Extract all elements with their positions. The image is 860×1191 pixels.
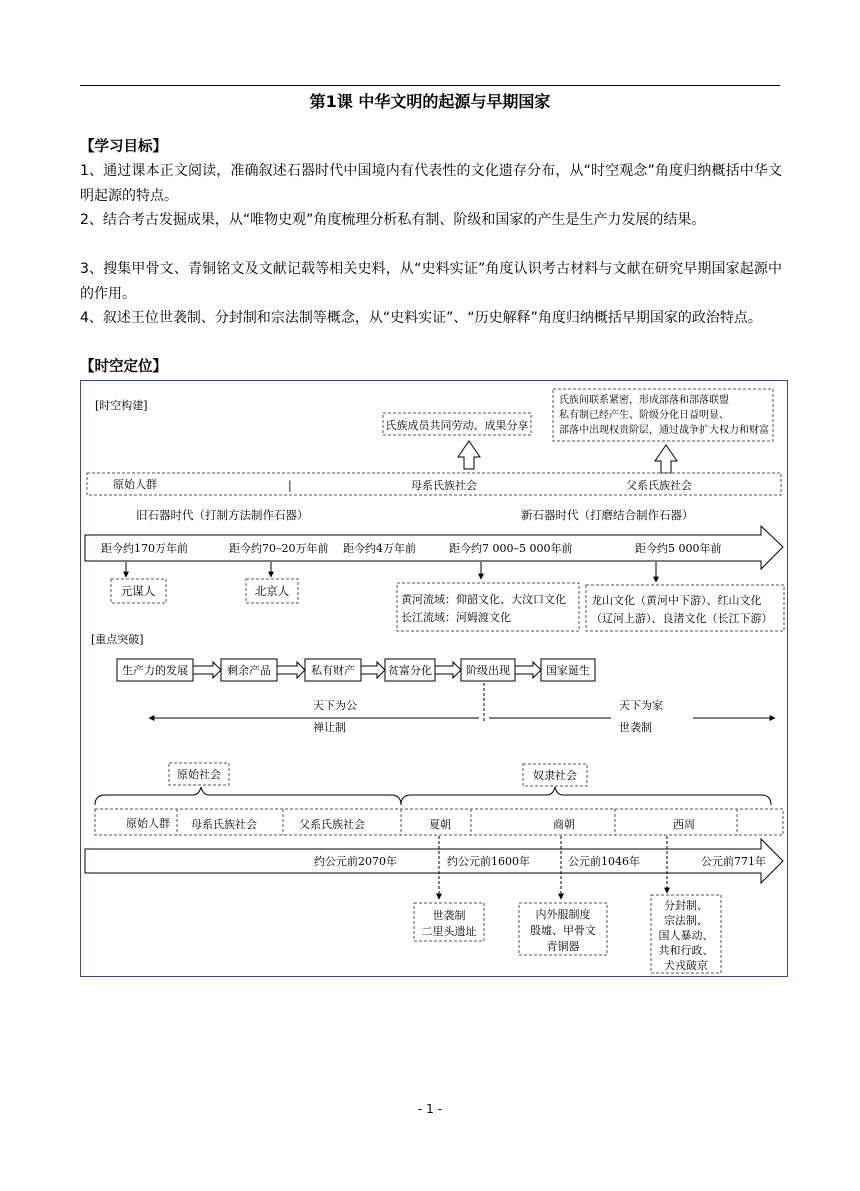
era-public-2: 禅让制 (313, 721, 346, 734)
neolithic-label: 新石器时代（打磨结合制作石器） (521, 508, 694, 522)
band2-zhou: 西周 (673, 818, 695, 831)
zhou-line-1: 分封制、 (664, 899, 708, 912)
beijing-man: 北京人 (254, 584, 290, 598)
zhou-line-2: 宗法制、 (664, 914, 708, 927)
objective-1: 1、通过课本正文阅读，准确叙述石器时代中国境内有代表性的文化遗存分布，从“时空观念”角度归纳概括中华文明起源的特点。 (80, 163, 782, 204)
patri-line-1: 氏族间联系紧密，形成部落和部落联盟 (559, 395, 729, 406)
band-primitive: 原始人群 (113, 478, 157, 491)
era-family-1: 天下为家 (619, 699, 663, 712)
culture-yellow-river: 黄河流域：仰韶文化、大汶口文化 (401, 593, 566, 606)
xia-line-1: 世袭制 (432, 909, 466, 922)
primitive-society: 原始社会 (177, 768, 221, 781)
shang-line-1: 内外服制度 (535, 908, 591, 921)
date-70-20: 距今约70–20万年前 (229, 542, 329, 555)
chain-wealth-gap: 贫富分化 (388, 664, 432, 677)
objectives-heading: 【学习目标】 (80, 139, 167, 155)
objective-4: 4、叙述王位世袭制、分封制和宗法制等概念，从“史料实证”、“历史解释”角度归纳概括早期国家的政治特点。 (80, 310, 762, 326)
zhou-line-3: 国人暴动、 (658, 929, 714, 942)
band-divider: | (288, 479, 292, 492)
band-patriarchal: 父系氏族社会 (626, 479, 692, 492)
primitive-brace (95, 787, 401, 805)
band2-xia: 夏朝 (429, 818, 451, 831)
band2-matriarchal: 母系氏族社会 (191, 818, 257, 831)
band-matriarchal: 母系氏族社会 (411, 479, 477, 492)
date-771: 公元前771年 (701, 855, 766, 868)
section-label-2: [重点突破] (91, 633, 144, 646)
objective-2: 2、结合考古发掘成果，从“唯物史观”角度梳理分析私有制、阶级和国家的产生是生产力发展的结果。 (80, 212, 706, 228)
objective-3: 3、搜集甲骨文、青铜铭文及文献记载等相关史料，从“史料实证”角度认识考古材料与文献在研究早期国家起源中的作用。 (80, 261, 782, 302)
yuanmou-man: 元谋人 (120, 584, 156, 598)
date-2070: 约公元前2070年 (314, 855, 397, 868)
chain-surplus: 剩余产品 (227, 664, 271, 677)
culture-liangzhu: （辽河上游）、良渚文化（长江下游） (591, 612, 773, 625)
patri-line-3: 部落中出现权贵阶层，通过战争扩大权力和财富 (559, 425, 769, 436)
header-rule (80, 85, 780, 86)
lesson-title: 第1课 中华文明的起源与早期国家 (309, 92, 551, 111)
section-label-1: [时空构建] (95, 399, 148, 412)
era-family-2: 世袭制 (619, 721, 652, 734)
slave-brace (401, 787, 771, 805)
date-1046: 公元前1046年 (568, 855, 640, 868)
paleolithic-label: 旧石器时代（打制方法制作石器） (136, 508, 309, 522)
date-170: 距今约170万年前 (101, 542, 188, 555)
up-arrow-patri (655, 445, 677, 473)
chain-private-property: 私有财产 (311, 664, 355, 677)
era-public-1: 天下为公 (313, 699, 357, 712)
timeline-arrow-2 (85, 839, 783, 883)
xia-line-2: 二里头遗址 (421, 925, 477, 938)
zhou-line-4: 共和行政、 (658, 944, 714, 957)
date-4: 距今约4万年前 (343, 542, 416, 555)
page-number: - 1 - (418, 1102, 442, 1116)
shang-line-3: 青铜器 (546, 940, 580, 953)
date-7000-5000: 距今约7 000–5 000年前 (449, 542, 573, 555)
chain-classes: 阶级出现 (466, 664, 510, 677)
clan-box-text: 氏族成员共同劳动、成果分享 (385, 419, 529, 432)
slave-society: 奴隶社会 (533, 769, 577, 782)
date-1600: 约公元前1600年 (447, 855, 530, 868)
chain-productivity: 生产力的发展 (122, 664, 188, 677)
timeline-svg (81, 381, 787, 976)
patri-line-2: 私有制已经产生、阶级分化日益明显、 (559, 410, 729, 421)
band2-primitive: 原始人群 (126, 817, 170, 830)
shang-line-2: 殷墟、甲骨文 (530, 924, 596, 937)
culture-yangtze: 长江流域：河姆渡文化 (401, 611, 511, 624)
chain-state: 国家诞生 (546, 664, 590, 677)
band2-shang: 商朝 (553, 818, 575, 831)
date-5000: 距今约5 000年前 (635, 542, 722, 555)
timeline-diagram (80, 380, 788, 977)
positioning-heading: 【时空定位】 (80, 359, 167, 375)
band2-patriarchal: 父系氏族社会 (299, 818, 365, 831)
up-arrow-clan (458, 441, 480, 469)
culture-longshan: 龙山文化（黄河中下游）、红山文化 (591, 594, 762, 607)
zhou-line-5: 犬戎破京 (664, 959, 708, 972)
